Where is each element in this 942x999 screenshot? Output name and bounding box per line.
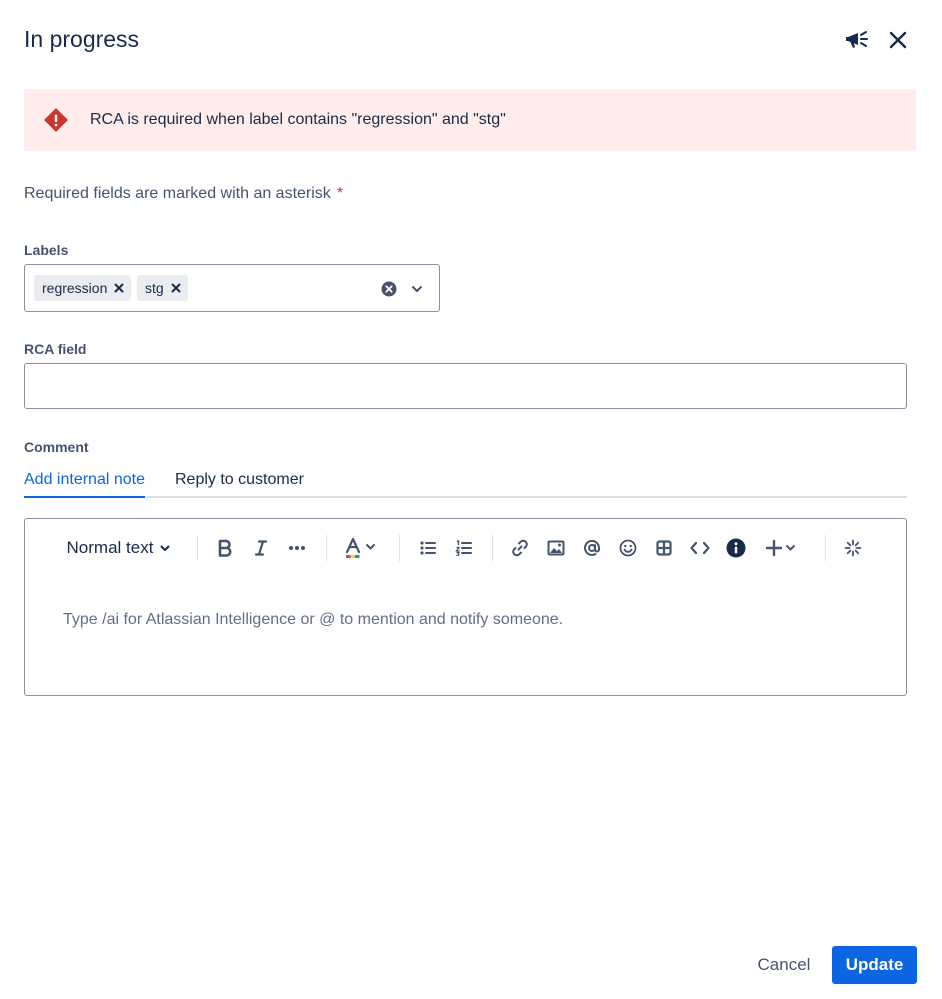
link-icon[interactable] xyxy=(508,534,532,562)
text-color-icon[interactable] xyxy=(341,534,381,562)
close-icon[interactable] xyxy=(884,26,912,54)
megaphone-icon[interactable] xyxy=(844,26,872,54)
toolbar-divider xyxy=(825,535,826,561)
mention-icon[interactable] xyxy=(580,534,604,562)
label-tag xyxy=(137,275,188,301)
required-note-text: Required fields are marked with an asterisk xyxy=(24,185,331,202)
emoji-icon[interactable] xyxy=(616,534,640,562)
text-style-label: Normal text xyxy=(66,538,154,557)
toolbar-divider xyxy=(399,535,400,561)
labels-select[interactable] xyxy=(24,264,440,312)
toolbar-divider xyxy=(326,535,327,561)
bold-icon[interactable] xyxy=(213,534,237,562)
italic-icon[interactable] xyxy=(249,534,273,562)
clear-selection-icon[interactable] xyxy=(377,277,401,301)
toolbar-divider xyxy=(492,535,493,561)
tab-add-internal-note[interactable]: Add internal note xyxy=(24,471,145,498)
text-style-dropdown[interactable] xyxy=(61,534,177,562)
numbered-list-icon[interactable] xyxy=(452,534,476,562)
remove-tag-icon[interactable] xyxy=(107,275,131,301)
required-asterisk: * xyxy=(336,185,344,202)
ai-icon[interactable] xyxy=(841,534,865,562)
rca-input[interactable] xyxy=(24,363,907,409)
info-panel-icon[interactable] xyxy=(724,534,748,562)
tab-reply-to-customer[interactable]: Reply to customer xyxy=(175,471,304,488)
table-icon[interactable] xyxy=(652,534,676,562)
label-tag-name: regression xyxy=(42,280,108,296)
comment-tabs xyxy=(24,469,907,498)
code-icon[interactable] xyxy=(688,534,712,562)
error-icon xyxy=(44,108,68,132)
labels-field-label: Labels xyxy=(24,242,69,258)
cancel-button[interactable]: Cancel xyxy=(748,946,820,984)
error-banner xyxy=(24,89,916,151)
chevron-down-icon[interactable] xyxy=(405,277,429,301)
bullet-list-icon[interactable] xyxy=(416,534,440,562)
insert-plus-icon[interactable] xyxy=(763,534,803,562)
more-formatting-icon[interactable] xyxy=(285,534,309,562)
label-tag xyxy=(34,275,131,301)
comment-editor[interactable] xyxy=(24,518,907,696)
image-icon[interactable] xyxy=(544,534,568,562)
comment-label: Comment xyxy=(24,439,89,455)
rca-field-label: RCA field xyxy=(24,341,87,357)
toolbar-divider xyxy=(197,535,198,561)
dialog-title: In progress xyxy=(24,26,140,52)
chevron-down-icon xyxy=(159,542,171,554)
required-fields-note xyxy=(24,185,343,203)
comment-placeholder: Type /ai for Atlassian Intelligence or @ to mention and notify someone. xyxy=(63,611,564,628)
error-message: RCA is required when label contains "regression" and "stg" xyxy=(90,111,506,128)
update-button[interactable]: Update xyxy=(832,946,917,984)
remove-tag-icon[interactable] xyxy=(164,275,188,301)
label-tag-name: stg xyxy=(145,280,164,296)
